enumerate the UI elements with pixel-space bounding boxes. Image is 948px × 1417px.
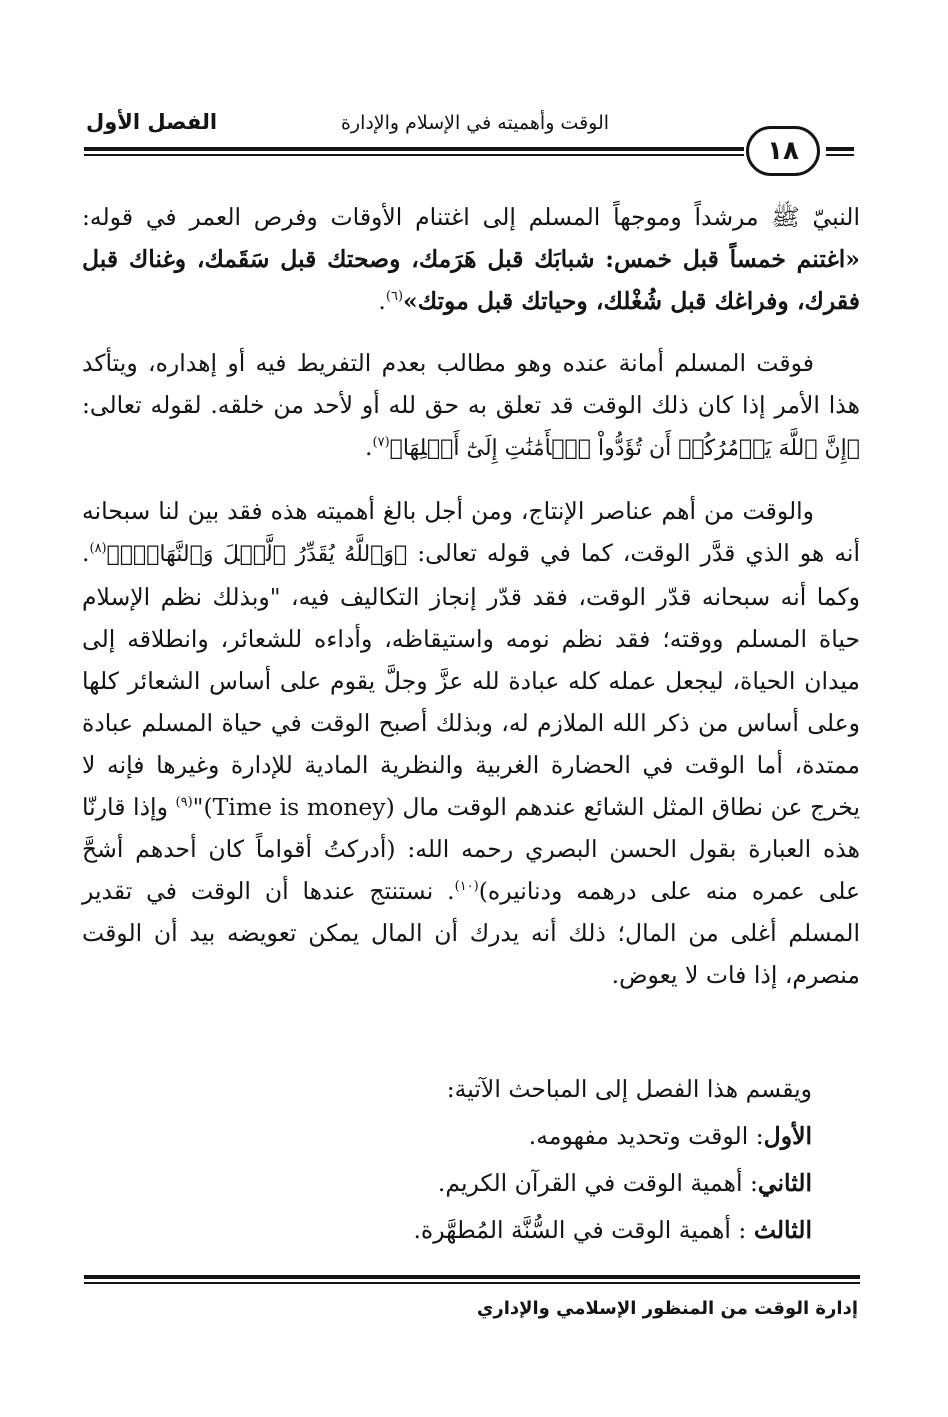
paragraph-production bbox=[82, 490, 860, 996]
footer-book-title: إدارة الوقت من المنظور الإسلامي والإداري bbox=[476, 1298, 858, 1319]
footnote-ref: (٨) bbox=[89, 541, 107, 557]
paragraph-end: . bbox=[378, 287, 386, 315]
header-rule-thin bbox=[84, 154, 744, 156]
page-number-badge: ١٨ bbox=[746, 126, 820, 176]
paragraph-end: . bbox=[365, 433, 373, 461]
sections-intro: ويقسم هذا الفصل إلى المباحث الآتية: bbox=[446, 1075, 812, 1103]
header-rule-right bbox=[826, 147, 854, 151]
running-chapter-title: الفصل الأول bbox=[86, 110, 218, 134]
section-label: الثاني bbox=[757, 1169, 812, 1197]
section-separator: : bbox=[730, 1216, 754, 1244]
paragraph-text: . نستنتج عندها أن الوقت في تقدير المسلم أغلى من المال؛ ذلك أنه يدرك أن المال يمكن تعويضه بيد أن الوقت منصرم، إذا فات لا يعوض. bbox=[82, 877, 860, 989]
sections-list bbox=[82, 1066, 812, 1254]
header-rule-right-thin bbox=[826, 154, 854, 156]
paragraph-text: وإذا قارنّا هذه العبارة بقول الحسن البصري رحمه الله: (أدركتُ أقواماً كان أحدهم أشحَّ على عمره منه على درهمه ودنانيره) bbox=[82, 793, 860, 905]
footnote-ref: (٧) bbox=[372, 435, 390, 451]
paragraph-text: النبيّ ﷺ مرشداً وموجهاً المسلم إلى اغتنام الأوقات وفرص العمر في قوله: bbox=[82, 203, 860, 231]
header-rule bbox=[84, 147, 744, 151]
paragraph-text: والوقت من أهم عناصر الإنتاج، ومن أجل بالغ أهميته هذه فقد بين لنا سبحانه أنه هو الذي قدَّر الوقت، كما في قوله تعالى: bbox=[82, 497, 860, 567]
section-text: أهمية الوقت في القرآن الكريم. bbox=[437, 1169, 743, 1197]
section-separator: : bbox=[742, 1169, 758, 1197]
section-label: الأول bbox=[763, 1122, 812, 1150]
footnote-ref: (٦) bbox=[385, 289, 404, 305]
list-item bbox=[82, 1207, 812, 1254]
paragraph-text: فوقت المسلم أمانة عنده وهو مطالب بعدم التفريط فيه أو إهداره، ويتأكد هذا الأمر إذا كان ذلك الوقت قد تعلق به حق لله أو لأحد من خلقه. لقوله تعالى: bbox=[82, 349, 860, 419]
footer-rule bbox=[84, 1275, 860, 1279]
page-body bbox=[82, 196, 860, 1016]
paragraph-trust bbox=[82, 342, 860, 470]
quran-verse: ﴿إِنَّ ٱللَّهَ يَأۡمُرُكُمۡ أَن تُؤَدُّواْ ٱلۡأَمَٰنَٰتِ إِلَىٰٓ أَهۡلِهَا﴾ bbox=[389, 436, 860, 461]
footnote-ref: (١٠) bbox=[454, 879, 479, 895]
section-separator: : bbox=[748, 1122, 764, 1150]
section-label: الثالث bbox=[753, 1216, 812, 1244]
paragraph-hadith bbox=[82, 196, 860, 322]
section-text: الوقت وتحديد مفهومه. bbox=[528, 1122, 749, 1150]
list-item bbox=[82, 1113, 812, 1160]
quran-verse: ﴿وَٱللَّهُ يُقَدِّرُ ٱلَّيۡلَ وَٱلنَّهَارَۚ﴾ bbox=[106, 542, 408, 567]
list-item bbox=[82, 1160, 812, 1207]
paragraph-text: . وكما أنه سبحانه قدّر الوقت، فقد قدّر إنجاز التكاليف فيه، "وبذلك نظم الإسلام حياة المسلم ووقته؛ فقد نظم نومه واستيقاظه، وأداءه للشعائر، وانطلاقه إلى ميدان الحياة، ليجعل عمله كله عبادة لله عزَّ وجلَّ يقوم على أساس الشعائر كلها وعلى أساس من ذكر الله الملازم له، وبذلك أصبح الوقت في حياة المسلم عبادة ممتدة، أما الوقت في الحضارة الغربية والنظرية المادية للإدارة وغيرها فإنه لا يخرج عن نطاق المثل الشائع عندهم الوقت مال (Time is money)" bbox=[82, 539, 860, 821]
hadith-quote: «اغتنم خمساً قبل خمس: شبابَك قبل هَرَمك، وصحتك قبل سَقَمك، وغناك قبل فقرك، وفراغك قبل شُغْلك، وحياتك قبل موتك» bbox=[82, 245, 860, 315]
footer-rule-thin bbox=[84, 1282, 860, 1284]
section-text: أهمية الوقت في السُّنَّة المُطهَّرة. bbox=[413, 1216, 731, 1244]
running-section-title: الوقت وأهميته في الإسلام والإدارة bbox=[340, 112, 610, 134]
footnote-ref: (٩) bbox=[175, 795, 193, 811]
